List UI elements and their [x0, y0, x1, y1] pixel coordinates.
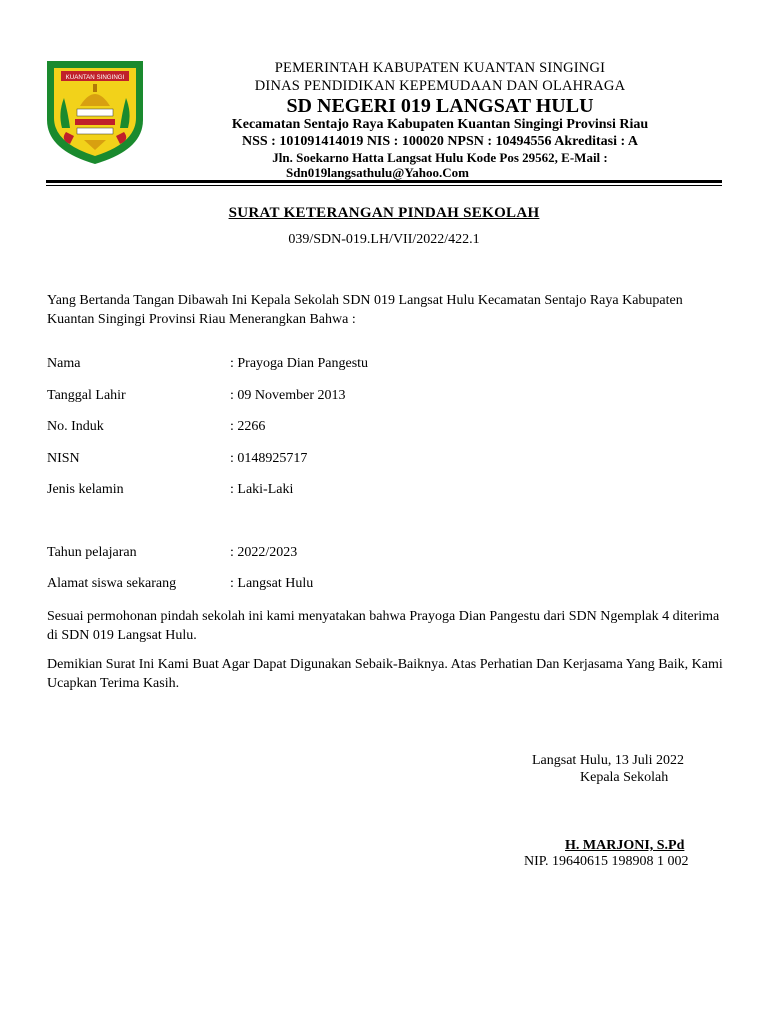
field-value-birthdate: : 09 November 2013	[230, 388, 346, 403]
field-label-name: Nama	[47, 356, 81, 371]
field-value-name: : Prayoga Dian Pangestu	[230, 356, 369, 371]
letterhead-email: Sdn019langsathulu@Yahoo.Com	[286, 165, 469, 180]
letterhead-divider-thin	[46, 185, 722, 186]
letterhead-district: Kecamatan Sentajo Raya Kabupaten Kuantan Singingi Provinsi Riau	[231, 117, 649, 132]
field-value-school-year: : 2022/2023	[230, 545, 298, 560]
field-value-nisn: : 0148925717	[230, 451, 308, 466]
letterhead-divider-thick	[46, 180, 722, 183]
field-label-birthdate: Tanggal Lahir	[47, 388, 126, 403]
letter-title: SURAT KETERANGAN PINDAH SEKOLAH	[228, 205, 540, 221]
signatory-nip: NIP. 19640615 198908 1 002	[524, 854, 689, 869]
letterhead-department: DINAS PENDIDIKAN KEPEMUDAAN DAN OLAHRAGA	[254, 78, 626, 94]
field-label-gender: Jenis kelamin	[47, 482, 124, 497]
closing-paragraph: Demikian Surat Ini Kami Buat Agar Dapat Digunakan Sebaik-Baiknya. Atas Perhatian Dan Kerjasama Yang Baik, Kami Ucapkan Terima Kasih.	[47, 657, 723, 691]
signatory-position: Kepala Sekolah	[580, 770, 669, 785]
signatory-name: H. MARJONI, S.Pd	[565, 838, 685, 853]
statement-paragraph: Sesuai permohonan pindah sekolah ini kami menyatakan bahwa Prayoga Dian Pangestu dari SDN Ngemplak 4 diterima di SDN 019 Langsat Hulu.	[47, 609, 720, 643]
letter-number: 039/SDN-019.LH/VII/2022/422.1	[288, 232, 480, 247]
field-value-student-number: : 2266	[230, 419, 266, 434]
field-label-school-year: Tahun pelajaran	[47, 545, 137, 560]
letterhead-identifiers: NSS : 101091414019 NIS : 100020 NPSN : 10494556 Akreditasi : A	[241, 134, 639, 149]
intro-paragraph: Yang Bertanda Tangan Dibawah Ini Kepala Sekolah SDN 019 Langsat Hulu Kecamatan Sentajo Raya Kabupaten Kuantan Singingi Provinsi Riau Menerangkan Bahwa :	[47, 293, 683, 327]
field-value-gender: : Laki-Laki	[230, 482, 294, 497]
field-label-nisn: NISN	[47, 451, 80, 466]
regency-logo	[44, 58, 146, 166]
letterhead-address: Jln. Soekarno Hatta Langsat Hulu Kode Pos 29562, E-Mail :	[272, 150, 608, 165]
field-value-address: : Langsat Hulu	[230, 576, 314, 591]
field-label-address: Alamat siswa sekarang	[47, 576, 177, 591]
letterhead-government: PEMERINTAH KABUPATEN KUANTAN SINGINGI	[274, 60, 606, 76]
field-label-student-number: No. Induk	[47, 419, 104, 434]
logo-banner-text: KUANTAN SINGINGI	[65, 74, 125, 81]
letterhead-school-name: SD NEGERI 019 LANGSAT HULU	[286, 95, 594, 117]
place-date: Langsat Hulu, 13 Juli 2022	[532, 753, 685, 768]
